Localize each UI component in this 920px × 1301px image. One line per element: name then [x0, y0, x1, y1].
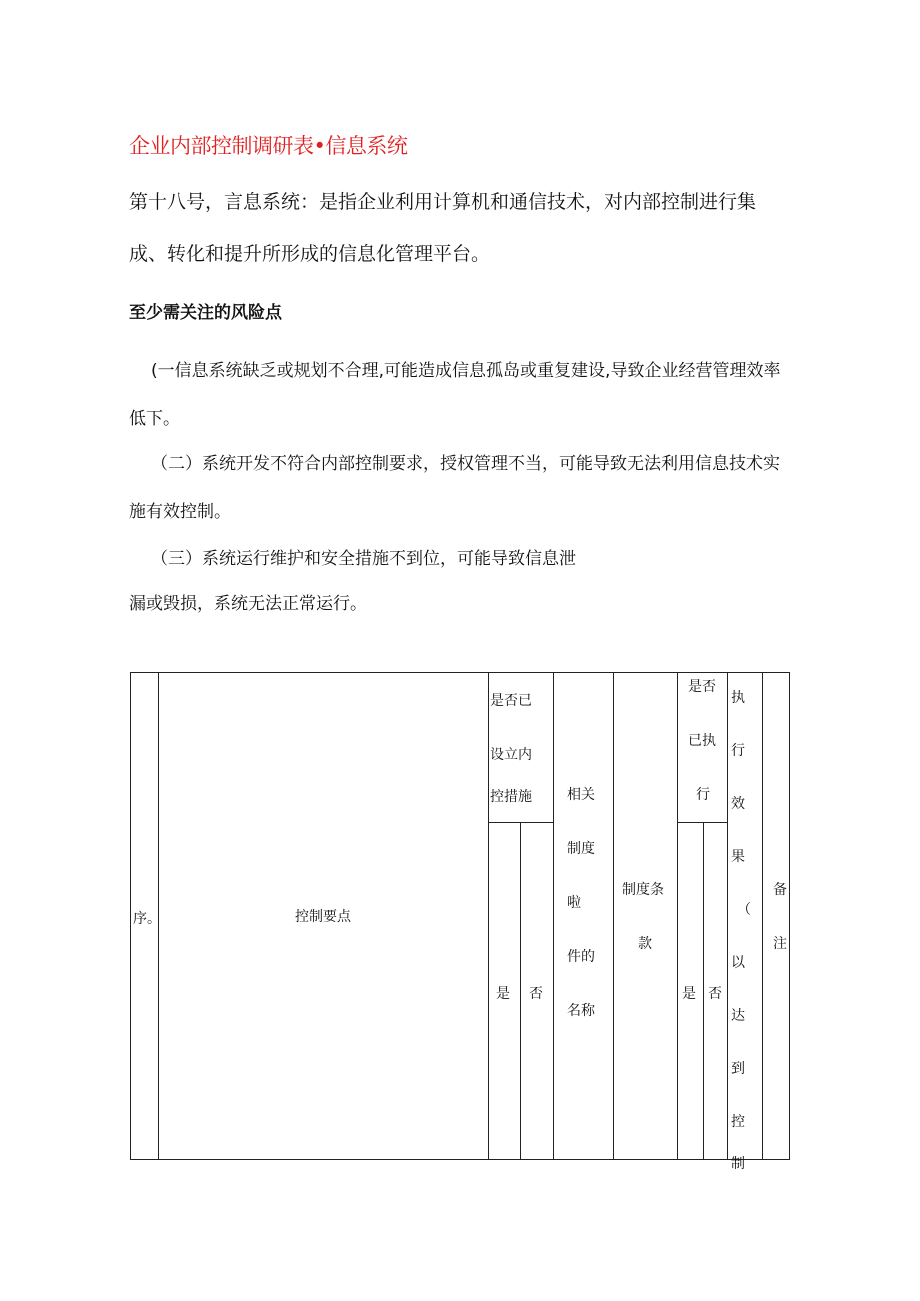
header-clauses-line: 制度条 [622, 882, 664, 898]
header-related-docs-line: 制度 [567, 841, 595, 857]
header-established-line: 是否已 [490, 693, 532, 709]
col-divider [703, 822, 704, 1160]
header-executed-yes: 是 [682, 986, 696, 1002]
header-seq: 序。 [133, 911, 161, 927]
row-divider [488, 822, 553, 823]
header-effect-char: 以 [731, 955, 745, 971]
header-remark-char: 注 [773, 936, 787, 952]
header-established-line: 设立内 [490, 747, 532, 763]
col-divider [762, 672, 763, 1160]
risk-heading: 至少需关注的风险点 [129, 303, 282, 323]
header-established-line: 控措施 [490, 789, 532, 805]
header-effect-char: 执 [731, 690, 745, 706]
header-effect [728, 672, 762, 1172]
page-title: 企业内部控制调研表•信息系统 [129, 134, 408, 158]
header-related-docs-line: 名称 [567, 1003, 595, 1019]
header-effect-char: 控 [731, 1114, 745, 1130]
header-effect-char: 到 [731, 1061, 745, 1077]
col-divider [488, 672, 489, 1160]
header-effect-char: 效 [731, 796, 745, 812]
header-remark-char: 备 [773, 882, 787, 898]
col-divider [553, 672, 554, 1160]
header-executed-line: 行 [696, 787, 710, 803]
col-divider [613, 672, 614, 1160]
risk-item-continued: 漏或毁损，系统无法正常运行。 [129, 594, 367, 614]
table-border-bottom [130, 1159, 790, 1160]
table-border-right [789, 672, 790, 1160]
row-divider [677, 822, 727, 823]
header-related-docs-line: 啦 [567, 895, 581, 911]
header-related-docs-line: 相关 [567, 787, 595, 803]
risk-item: (一信息系统缺乏或规划不合理,可能造成信息孤岛或重复建设,导致企业经营管理效率低下。 [129, 361, 781, 429]
header-effect-char: 达 [731, 1008, 745, 1024]
header-effect-char: 行 [731, 743, 745, 759]
header-executed-no: 否 [708, 986, 722, 1002]
header-effect-char: （ [737, 902, 751, 918]
control-table [130, 672, 790, 1172]
header-executed-line: 已执 [688, 733, 716, 749]
col-divider [677, 672, 678, 1160]
table-border-top [130, 672, 790, 673]
header-effect-char: 果 [731, 849, 745, 865]
intro-paragraph: 第十八号，言息系统：是指企业利用计算机和通信技术，对内部控制进行集成、转化和提升所形成的信息化管理平台。 [129, 191, 757, 265]
header-no: 否 [529, 986, 543, 1002]
header-related-docs-line: 件的 [567, 949, 595, 965]
header-executed-line: 是否 [688, 679, 716, 695]
col-divider [520, 822, 521, 1160]
table-border-left [130, 672, 131, 1160]
header-yes: 是 [496, 986, 510, 1002]
header-control-point: 控制要点 [295, 909, 351, 925]
risk-item: （三）系统运行维护和安全措施不到位，可能导致信息泄 [151, 549, 576, 569]
risk-item: （二）系统开发不符合内部控制要求，授权管理不当，可能导致无法利用信息技术实施有效控制。 [129, 454, 780, 522]
header-effect-char: 制 [731, 1156, 745, 1172]
header-clauses-line: 款 [638, 936, 652, 952]
